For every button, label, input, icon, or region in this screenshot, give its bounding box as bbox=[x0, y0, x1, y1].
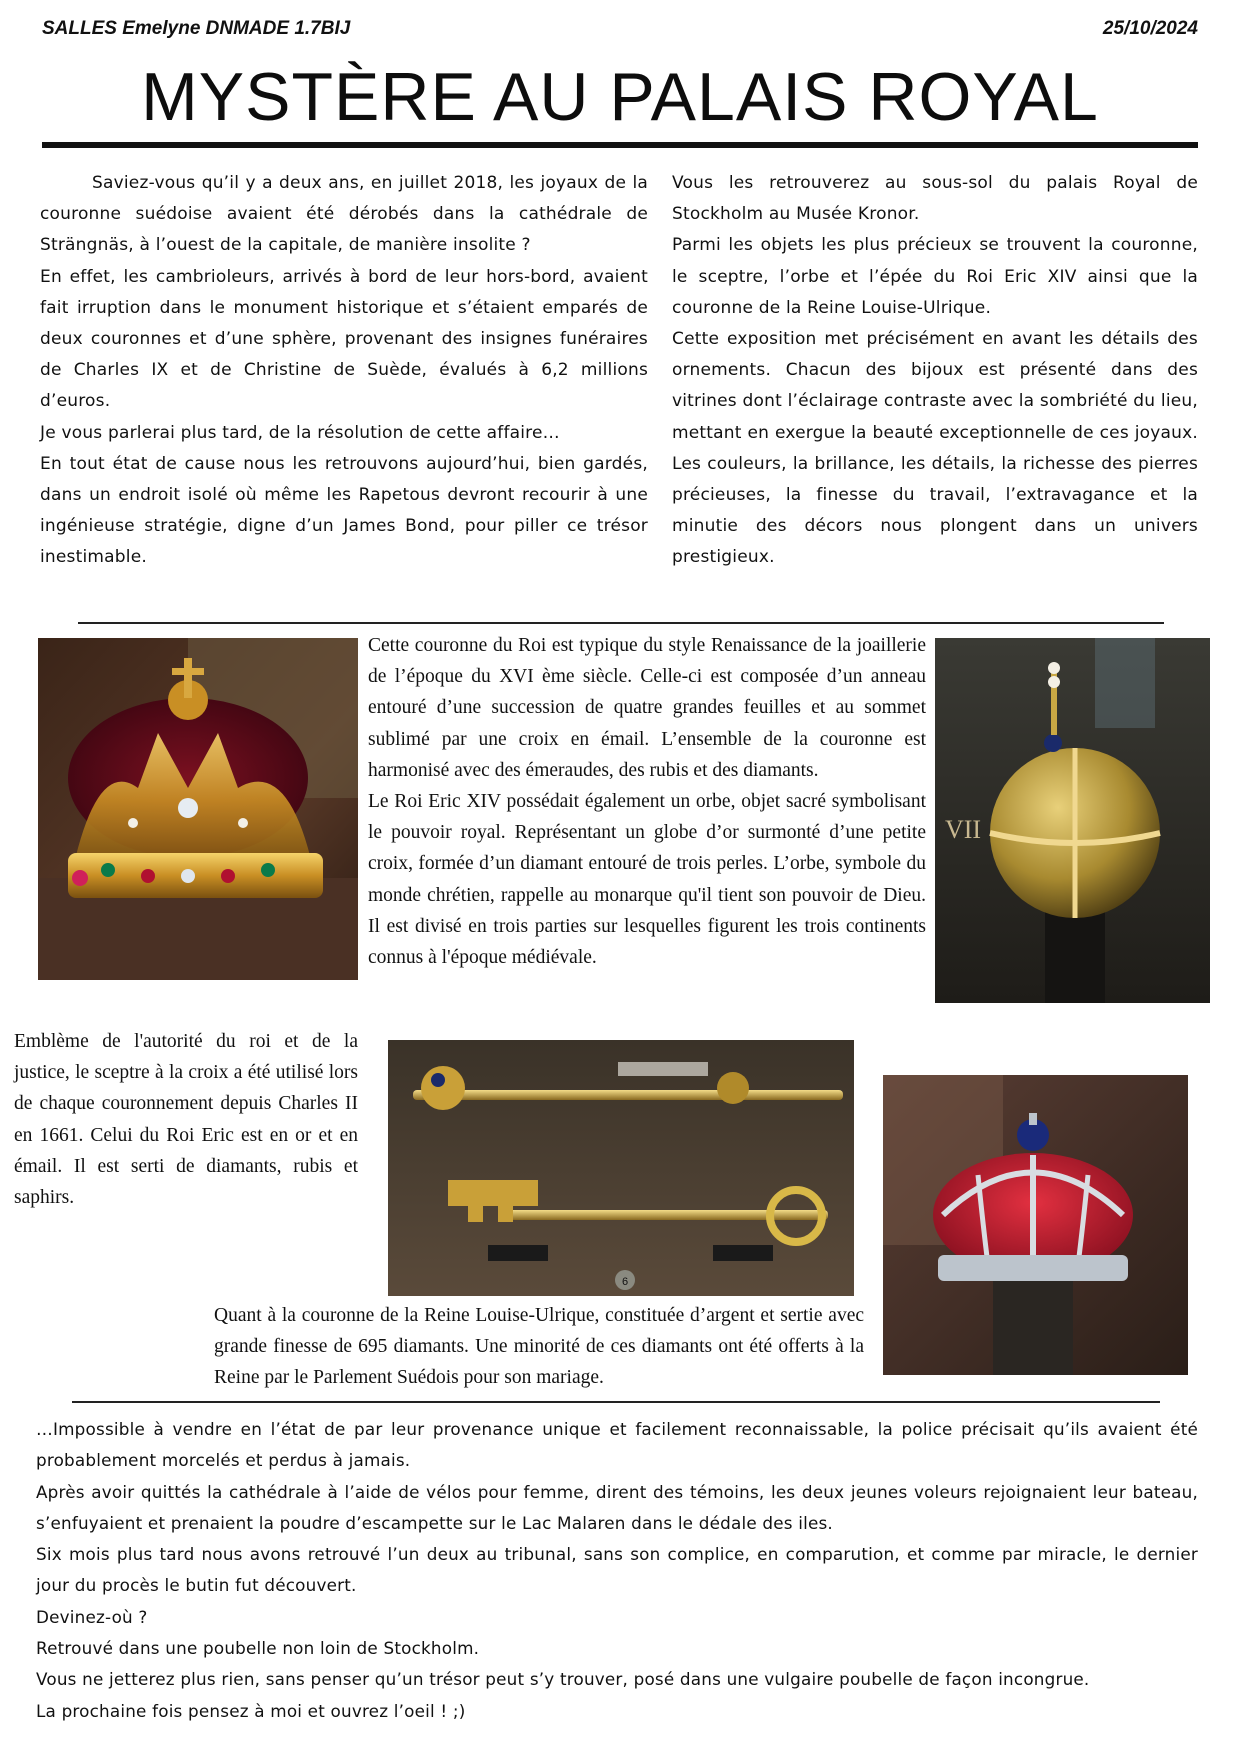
conclusion-paragraph: Retrouvé dans une poubelle non loin de Stockholm. bbox=[36, 1638, 480, 1659]
conclusion-paragraph: …Impossible à vendre en l’état de par leur provenance unique et facilement reconnaissable, la police précisait qu’ils avaient été probablement morcelés et perdus à jamais. bbox=[36, 1419, 1198, 1471]
orb-paragraph: Le Roi Eric XIV possédait également un orbe, objet sacré symbolisant le pouvoir royal. Représentant un globe d’or surmonté d’une petite croix, formée d’un diamant entouré de trois perles. L’orbe, symbole du monde chrétien, rappelle au monarque qu'il tient son pouvoir de Dieu. Il est divisé en trois parties sur lesquelles figurent les trois continents connus à l'époque médiévale. bbox=[368, 791, 926, 969]
author-line: SALLES Emelyne DNMADE 1.7BIJ bbox=[42, 18, 351, 39]
queen-crown-photo bbox=[883, 1075, 1188, 1375]
queen-crown-description: Quant à la couronne de la Reine Louise-Ulrique, constituée d’argent et sertie avec grande finesse de 695 diamants. Une minorité de ces diamants ont été offerts à la Reine par le Parlement Suédois pour son mariage. bbox=[214, 1305, 864, 1389]
orb-photo bbox=[935, 638, 1210, 1003]
intro-paragraph: Vous les retrouverez au sous-sol du palais Royal de Stockholm au Musée Kronor. bbox=[672, 173, 1198, 225]
sceptre-description: Emblème de l'autorité du roi et de la justice, le sceptre à la croix a été utilisé lors de chaque couronnement depuis Charles II en 1661. Celui du Roi Eric est en or et en émail. Il est serti de diamants, rubis et saphirs. bbox=[14, 1031, 358, 1209]
conclusion-paragraph: Six mois plus tard nous avons retrouvé l’un deux au tribunal, sans son complice, en comparution, et comme par miracle, le dernier jour du procès le butin fut découvert. bbox=[36, 1544, 1198, 1596]
section-divider bbox=[72, 1401, 1160, 1403]
conclusion-paragraph: La prochaine fois pensez à moi et ouvrez l’oeil ! ;) bbox=[36, 1700, 466, 1721]
intro-paragraph: Parmi les objets les plus précieux se trouvent la couronne, le sceptre, l’orbe et l’épée du Roi Eric XIV ainsi que la couronne de la Reine Louise-Ulrique. bbox=[672, 235, 1198, 318]
crown-paragraph: Cette couronne du Roi est typique du style Renaissance de la joaillerie de l’époque du XVI ème siècle. Celle-ci est composée d’un anneau entouré d’une succession de quatre grandes feuilles et au sommet sublimé par une croix en émail. L’ensemble de la couronne est harmonisé avec des émeraudes, des rubis et des diamants. bbox=[368, 635, 926, 781]
king-crown-photo bbox=[38, 638, 358, 980]
conclusion-paragraph: Après avoir quittés la cathédrale à l’aide de vélos pour femme, dirent des témoins, les deux jeunes voleurs rejoignaient leur bateau, s’enfuyaient et prenaient la poudre d’escampette sur le Lac Malaren dans le dédale des iles. bbox=[36, 1481, 1198, 1533]
intro-left-column bbox=[40, 168, 648, 574]
case-number-tag: 6 bbox=[621, 1276, 629, 1288]
title-rule bbox=[42, 142, 1198, 148]
sceptre-and-key-photo bbox=[388, 1040, 854, 1296]
intro-paragraph: En tout état de cause nous les retrouvons aujourd’hui, bien gardés, dans un endroit isolé où même les Rapetous devront recourir à une ingénieuse stratégie, digne d’un James Bond, pour piller ce trésor inestimable. bbox=[40, 453, 648, 568]
crown-orb-description bbox=[368, 630, 926, 973]
conclusion-paragraph: Devinez-où ? bbox=[36, 1606, 148, 1627]
intro-paragraph: En effet, les cambrioleurs, arrivés à bord de leur hors-bord, avaient fait irruption dans le monument historique et s’étaient emparés de deux couronnes et d’une sphère, provenant des insignes funéraires de Charles IX et de Christine de Suède, évalués à 6,2 millions d’euros. bbox=[40, 266, 648, 412]
conclusion-paragraph: Vous ne jetterez plus rien, sans penser qu’un trésor peut s’y trouver, posé dans une vulgaire poubelle de façon incongrue. bbox=[36, 1669, 1090, 1690]
intro-paragraph: Je vous parlerai plus tard, de la résolution de cette affaire… bbox=[40, 422, 560, 443]
date-line: 25/10/2024 bbox=[1102, 18, 1198, 39]
section-divider bbox=[78, 622, 1164, 624]
page-title: MYSTÈRE AU PALAIS ROYAL bbox=[141, 59, 1099, 135]
intro-right-column bbox=[672, 168, 1198, 574]
intro-paragraph: Cette exposition met précisément en avant les détails des ornements. Chacun des bijoux est présenté dans des vitrines dont l’éclairage contraste avec la sombriété du lieu, mettant en exergue la beauté exceptionnelle de ces joyaux. Les couleurs, la brillance, les détails, la richesse des pierres précieuses, la finesse du travail, l’extravagance et la minutie des décors nous plongent dans un univers prestigieux. bbox=[672, 329, 1198, 568]
orb-case-number: VII bbox=[945, 815, 982, 844]
intro-paragraph: Saviez-vous qu’il y a deux ans, en juillet 2018, les joyaux de la couronne suédoise avaient été dérobés dans la cathédrale de Strängnäs, à l’ouest de la capitale, de manière insolite ? bbox=[40, 173, 648, 256]
conclusion-text bbox=[36, 1414, 1198, 1727]
